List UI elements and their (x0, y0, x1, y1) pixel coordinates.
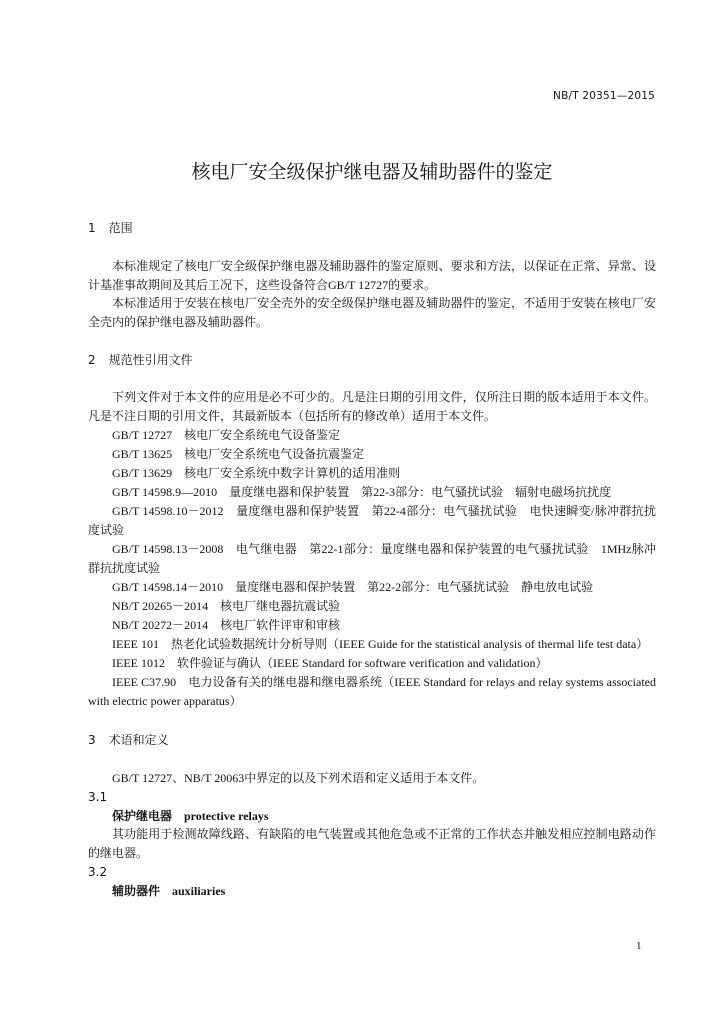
paragraph: 本标准规定了核电厂安全级保护继电器及辅助器件的鉴定原则、要求和方法，以保证在正常、异常、设计基准事故期间及其后工况下，这些设备符合GB/T 12727的要求。 (88, 259, 656, 292)
section-title: 范围 (108, 221, 133, 235)
paragraph: 下列文件对于本文件的应用是必不可少的。凡是注日期的引用文件，仅所注日期的版本适用于本文件。凡是不注日期的引用文件，其最新版本（包括所有的修改单）适用于本文件。 (88, 390, 656, 423)
section-body-normative-references (88, 388, 656, 711)
reference-item: GB/T 14598.9—2010 量度继电器和保护装置 第22-3部分：电气骚扰试验 辐射电磁场抗扰度 (112, 485, 612, 499)
section-number: 2 (88, 353, 96, 367)
reference-item: GB/T 14598.13－2008 电气继电器 第22-1部分：量度继电器和保护装置的电气骚扰试验 1MHz脉冲群抗扰度试验 (88, 542, 656, 575)
section-title: 术语和定义 (108, 733, 169, 747)
reference-item: IEEE 101 热老化试验数据统计分析导则（IEEE Guide for the statistical analysis of thermal life test data） (112, 637, 649, 651)
section-heading-scope (88, 219, 656, 237)
reference-item: IEEE 1012 软件验证与确认（IEEE Standard for software verification and validation） (112, 656, 548, 670)
term-number: 3.2 (88, 864, 108, 879)
section-body-terms-definitions (88, 769, 656, 901)
reference-item: NB/T 20265－2014 核电厂继电器抗震试验 (112, 599, 341, 613)
document-body (88, 219, 656, 901)
document-title: 核电厂安全级保护继电器及辅助器件的鉴定 (191, 161, 553, 183)
section-title: 规范性引用文件 (108, 353, 193, 367)
term-name: 保护继电器 protective relays (112, 808, 269, 823)
section-heading-terms-definitions (88, 731, 656, 749)
reference-item: NB/T 20272－2014 核电厂软件评审和审核 (112, 618, 341, 632)
reference-item: GB/T 14598.10－2012 量度继电器和保护装置 第22-4部分：电气骚扰试验 电快速瞬变/脉冲群抗扰度试验 (88, 504, 656, 537)
reference-item: GB/T 13629 核电厂安全系统中数字计算机的适用准则 (112, 466, 401, 480)
term-name: 辅助器件 auxiliaries (112, 883, 226, 898)
paragraph: 本标准适用于安装在核电厂安全壳外的安全级保护继电器及辅助器件的鉴定，不适用于安装在核电厂安全壳内的保护继电器及辅助器件。 (88, 296, 656, 329)
section-number: 3 (88, 733, 96, 747)
page-number: 1 (636, 940, 642, 952)
reference-item: IEEE C37.90 电力设备有关的继电器和继电器系统（IEEE Standard for relays and relay systems associated with electric power apparatus） (88, 675, 656, 708)
standard-code: NB/T 20351—2015 (553, 90, 655, 102)
reference-item: GB/T 12727 核电厂安全系统电气设备鉴定 (112, 428, 341, 442)
section-body-scope (88, 257, 656, 331)
paragraph: GB/T 12727、NB/T 20063中界定的以及下列术语和定义适用于本文件。 (112, 771, 485, 785)
term-definition: 其功能用于检测故障线路、有缺陷的电气装置或其他危急或不正常的工作状态并触发相应控制电路动作的继电器。 (88, 827, 656, 861)
reference-item: GB/T 14598.14－2010 量度继电器和保护装置 第22-2部分：电气骚扰试验 静电放电试验 (112, 580, 594, 594)
term-number: 3.1 (88, 789, 108, 804)
reference-item: GB/T 13625 核电厂安全系统电气设备抗震鉴定 (112, 447, 365, 461)
section-heading-normative-references (88, 351, 656, 369)
section-number: 1 (88, 221, 96, 235)
